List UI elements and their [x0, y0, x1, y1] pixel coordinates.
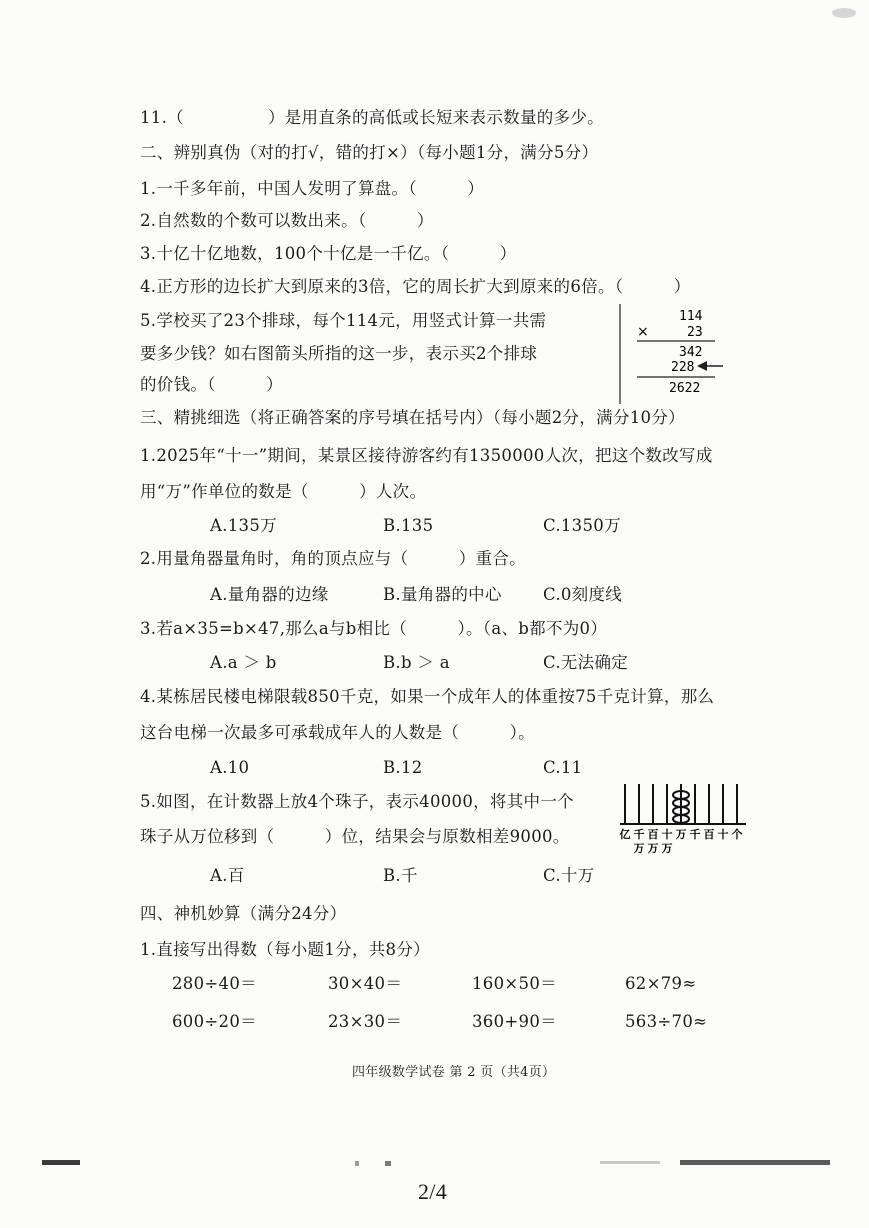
sec3-q3-option-b: B.b ＞ a [383, 653, 450, 672]
svg-text:千: 千 [689, 828, 701, 841]
mult-bottom: 23 [687, 325, 703, 340]
mult-times-sign: × [637, 324, 649, 340]
scan-mark [680, 1160, 830, 1165]
svg-text:百: 百 [703, 828, 715, 841]
sec3-q5-option-b: B.千 [383, 866, 418, 885]
sec3-q1-option-c: C.1350万 [543, 516, 621, 535]
sec3-q3-option-c: C.无法确定 [543, 653, 629, 672]
calc-1: 280÷40＝ [172, 974, 257, 993]
sec4-subsection-1: 1.直接写出得数（每小题1分，共8分） [140, 940, 430, 959]
sec3-q4-line1: 4.某栋居民楼电梯限载850千克，如果一个成年人的体重按75千克计算，那么 [140, 687, 715, 706]
sec2-item-3: 3.十亿十亿地数，100个十亿是一千亿。（ ） [140, 244, 517, 263]
page-counter: 2/4 [418, 1179, 448, 1204]
calc-6: 23×30＝ [328, 1012, 403, 1031]
sec2-item-5-line1: 5.学校买了23个排球，每个114元，用竖式计算一共需 [140, 311, 547, 330]
svg-text:百: 百 [647, 828, 659, 841]
sec3-q2-option-a: A.量角器的边缘 [210, 585, 329, 604]
counting-frame-labels [620, 827, 743, 855]
calc-7: 360+90＝ [472, 1012, 557, 1031]
sec3-q2-option-c: C.0刻度线 [543, 585, 623, 604]
sec3-q3-option-a: A.a ＞ b [210, 653, 277, 672]
svg-text:亿: 亿 [619, 828, 631, 841]
svg-text:千: 千 [633, 828, 645, 841]
sec3-q4-option-c: C.11 [543, 758, 583, 777]
mult-result: 2622 [669, 381, 701, 396]
sec2-item-4: 4.正方形的边长扩大到原来的3倍，它的周长扩大到原来的6倍。（ ） [140, 277, 691, 296]
calc-2: 30×40＝ [328, 974, 403, 993]
sec3-q1-option-a: A.135万 [210, 516, 277, 535]
sec2-item-2: 2.自然数的个数可以数出来。（ ） [140, 211, 434, 230]
svg-text:万: 万 [633, 842, 645, 855]
svg-text:个: 个 [731, 828, 743, 841]
section-4-title: 四、神机妙算（满分24分） [140, 904, 347, 923]
sec3-q3: 3.若a×35=b×47,那么a与b相比（ ）。（a、b都不为0） [140, 619, 608, 638]
scan-mark [385, 1161, 391, 1166]
scan-smudge [832, 8, 856, 18]
vertical-multiplication-figure [617, 304, 727, 404]
sec3-q4-option-a: A.10 [210, 758, 250, 777]
sec3-q5-option-c: C.十万 [543, 866, 595, 885]
sec3-q5-line1: 5.如图，在计数器上放4个珠子，表示40000，将其中一个 [140, 792, 574, 811]
sec2-item-5-line2: 要多少钱？如右图箭头所指的这一步，表示买2个排球 [140, 344, 538, 363]
svg-text:万: 万 [661, 842, 673, 855]
counting-frame-figure [616, 780, 750, 860]
sec3-q4-option-b: B.12 [383, 758, 423, 777]
sec3-q5-option-a: A.百 [210, 866, 245, 885]
scan-mark [600, 1161, 660, 1164]
mult-partial-1: 342 [679, 345, 703, 360]
calc-3: 160×50＝ [472, 974, 557, 993]
section-2-title: 二、辨别真伪（对的打√，错的打×）（每小题1分，满分5分） [140, 143, 599, 162]
svg-text:万: 万 [675, 828, 687, 841]
mult-partial-2: 228 [671, 360, 695, 375]
calc-5: 600÷20＝ [172, 1012, 257, 1031]
calc-4: 62×79≈ [625, 974, 697, 993]
sec3-q2-option-b: B.量角器的中心 [383, 585, 502, 604]
question-11: 11.（ ）是用直条的高低或长短来表示数量的多少。 [140, 108, 604, 127]
sec3-q4-line2: 这台电梯一次最多可承载成年人的人数是（ ）。 [140, 723, 535, 742]
sec3-q1-line2: 用“万”作单位的数是（ ）人次。 [140, 482, 427, 501]
svg-text:万: 万 [647, 842, 659, 855]
mult-top: 114 [679, 309, 703, 324]
svg-text:十: 十 [661, 828, 673, 841]
sec3-q5-line2: 珠子从万位移到（ ）位，结果会与原数相差9000。 [140, 827, 570, 846]
sec3-q2: 2.用量角器量角时，角的顶点应与（ ）重合。 [140, 549, 526, 568]
calc-8: 563÷70≈ [625, 1012, 708, 1031]
scan-mark [42, 1160, 80, 1165]
svg-text:十: 十 [717, 828, 729, 841]
section-3-title: 三、精挑细选（将正确答案的序号填在括号内）（每小题2分，满分10分） [140, 408, 685, 427]
scan-mark [355, 1161, 359, 1166]
sec3-q1-line1: 1.2025年“十一”期间，某景区接待游客约有1350000人次，把这个数改写成 [140, 446, 713, 465]
page-footer: 四年级数学试卷 第 2 页（共4页） [352, 1065, 556, 1080]
sec2-item-1: 1.一千多年前，中国人发明了算盘。（ ） [140, 179, 485, 198]
sec2-item-5-line3: 的价钱。（ ） [140, 375, 283, 394]
sec3-q1-option-b: B.135 [383, 516, 434, 535]
arrow-icon [697, 361, 707, 371]
